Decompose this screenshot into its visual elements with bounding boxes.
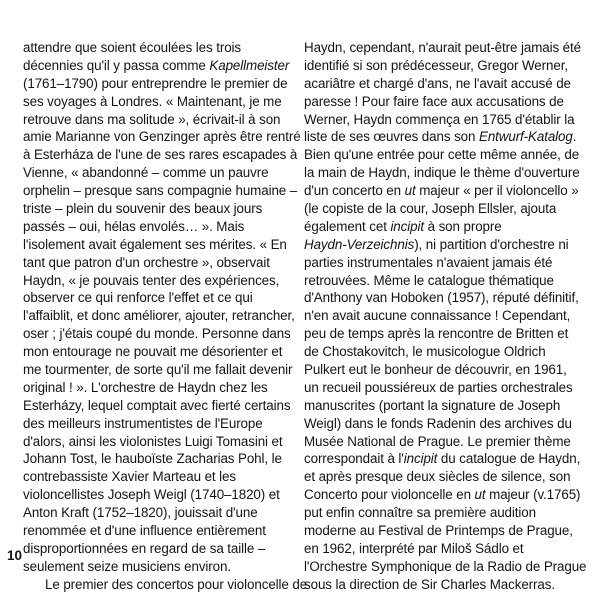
italic-term: Entwurf-Katalog — [478, 129, 573, 145]
text-line — [23, 39, 295, 57]
text-run: violoncellistes Joseph Weigl (1740–1820) et — [23, 487, 280, 503]
text-run: oser ; j'étais coupé du monde. Personne dans — [23, 326, 291, 342]
text-line — [304, 450, 581, 468]
text-line — [304, 361, 578, 379]
text-run: n'en avait aucune connaissance ! Cependant, — [304, 308, 571, 324]
text-run: Pulkert eut le bonheur de découvrir, en 1961, — [304, 362, 567, 378]
text-line — [23, 450, 295, 468]
text-run: à Esterháza de l'une de ses rares escapades à — [23, 147, 298, 163]
text-line — [304, 111, 578, 129]
text-run: disproportionnées en regard de sa taille – — [23, 540, 266, 556]
text-line — [23, 343, 295, 361]
text-run: majeur (v.1765) — [485, 487, 581, 503]
text-run: me tourmenter, de sorte qu'il me fallait devenir — [23, 362, 293, 378]
text-line — [23, 307, 295, 325]
text-run: retrouve dans ma solitude », écrivait-il à son — [23, 111, 281, 127]
text-line — [23, 433, 295, 451]
text-line — [304, 218, 578, 236]
text-run: Haydn, cependant, n'aurait peut-être jamais été — [304, 40, 582, 55]
text-line — [23, 218, 295, 236]
text-line — [23, 93, 295, 111]
text-line — [304, 558, 587, 576]
text-line — [23, 128, 301, 146]
text-run: ), ni partition d'orchestre ni — [414, 236, 569, 252]
text-run: triste – plein du souvenir des beaux jours — [23, 201, 263, 217]
text-run: également cet — [304, 218, 391, 234]
text-line — [23, 504, 295, 522]
text-line — [23, 57, 295, 75]
text-line — [304, 415, 578, 433]
text-run: put enfin connaître sa première audition — [304, 505, 536, 521]
text-line — [304, 576, 578, 594]
text-line — [304, 307, 578, 325]
text-run: en 1962, interprété par Miloš Sádlo et — [304, 540, 524, 556]
italic-term: incipit — [403, 451, 438, 467]
text-run: parties instrumentales n'avaient jamais été — [304, 254, 553, 270]
text-run: Weigl) dans le fonds Radenin des archives du — [304, 415, 572, 431]
text-run: sous la direction de Sir Charles Mackerras. — [304, 576, 555, 592]
text-run: et après presque deux siècles de silence, son — [304, 469, 571, 485]
text-line — [304, 468, 578, 486]
right-column — [304, 39, 587, 594]
text-line — [304, 343, 578, 361]
text-line — [23, 540, 295, 558]
text-line — [23, 289, 295, 307]
text-line — [23, 146, 298, 164]
text-run: amie Marianne von Genzinger après être rentré — [23, 129, 301, 145]
text-line — [304, 325, 578, 343]
text-line — [304, 128, 578, 146]
text-run: . — [572, 129, 577, 145]
text-line — [23, 486, 295, 504]
text-run: des meilleurs instrumentistes de l'Europe — [23, 415, 263, 431]
text-run: l'isolement avait également ses mérites. « En — [23, 236, 287, 252]
text-run: Johann Tost, le hauboïste Zacharias Pohl, le — [23, 451, 282, 467]
text-run: Anton Kraft (1752–1820), jouissait d'une — [23, 505, 258, 521]
text-line — [304, 433, 578, 451]
text-line — [304, 397, 578, 415]
text-run: identifié si son prédécesseur, Gregor Werner, — [304, 57, 568, 73]
text-run: original ! ». L'orchestre de Haydn chez les — [23, 379, 268, 395]
text-line — [23, 254, 295, 272]
text-line — [23, 397, 295, 415]
text-run: renommée et d'une influence entièrement — [23, 523, 266, 539]
italic-term: incipit — [390, 218, 424, 234]
text-line — [23, 361, 295, 379]
text-line — [304, 272, 578, 290]
text-run: (le copiste de la cour, Joseph Ellsler, ajouta — [304, 201, 557, 217]
text-line — [23, 182, 298, 200]
text-line — [23, 415, 295, 433]
text-line — [304, 379, 578, 397]
text-line — [23, 468, 295, 486]
text-line — [304, 200, 578, 218]
text-run: l'affaiblit, et donc améliorer, ajouter, retrancher, — [23, 308, 295, 324]
text-run: Bien qu'une entrée pour cette même année, de — [304, 147, 580, 163]
text-line — [23, 75, 295, 93]
text-run: mon entourage ne pouvait me désorienter et — [23, 344, 283, 360]
text-line — [23, 272, 295, 290]
text-run: d'alors, ainsi les violonistes Luigi Tomasini et — [23, 433, 283, 449]
text-line — [304, 504, 578, 522]
text-run: Esterházy, lequel comptait avec fierté certains — [23, 397, 291, 413]
text-line — [23, 164, 295, 182]
text-run: majeur « per il violoncello » — [415, 183, 579, 199]
text-line — [304, 39, 582, 57]
text-line — [23, 522, 295, 540]
page-number: 10 — [7, 548, 23, 563]
text-run: orphelin – presque sans compagnie humaine – — [23, 183, 298, 199]
text-line — [304, 289, 578, 307]
text-run: de Chostakovitch, le musicologue Oldrich — [304, 344, 546, 360]
text-run: Musée National de Prague. Le premier thème — [304, 433, 571, 449]
text-line — [304, 522, 578, 540]
text-run: manuscrites (portant la signature de Joseph — [304, 397, 561, 413]
text-run: liste de ses œuvres dans son — [304, 129, 479, 145]
italic-term: ut — [474, 487, 486, 503]
text-run: correspondait à l' — [304, 451, 404, 467]
text-run: ses voyages à Londres. « Maintenant, je me — [23, 93, 282, 109]
text-run: Vienne, « abandonné – comme un pauvre — [23, 165, 269, 181]
left-column — [23, 39, 308, 594]
text-run: d'Anthony van Hoboken (1957), réputé définitif, — [304, 290, 579, 306]
text-run: la main de Haydn, indique le thème d'ouverture — [304, 165, 580, 181]
text-line — [304, 93, 578, 111]
text-run: un recueil poussiéreux de parties orchestrales — [304, 379, 573, 395]
text-run: Le premier des concertos pour violoncelle de — [45, 576, 308, 592]
text-line — [304, 486, 581, 504]
text-line — [23, 576, 308, 594]
text-line — [304, 182, 578, 200]
text-run: retrouvées. Même le catalogue thématique — [304, 272, 554, 288]
text-run: Concerto pour violoncelle en — [304, 487, 475, 503]
text-line — [304, 57, 578, 75]
text-run: à son propre — [423, 218, 502, 234]
text-line — [304, 236, 578, 254]
text-run: acariâtre et chargé d'ans, ne l'avait accusé de — [304, 75, 571, 91]
text-run: paresse ! Pour faire face aux accusations de — [304, 93, 564, 109]
text-line — [304, 75, 578, 93]
italic-term: ut — [404, 183, 416, 199]
text-run: décennies qu'il y passa comme — [23, 57, 210, 73]
text-run: du catalogue de Haydn, — [437, 451, 581, 467]
text-run: moderne au Festival de Printemps de Prague, — [304, 523, 573, 539]
text-run: (1761–1790) pour entreprendre le premier de — [23, 75, 288, 91]
text-line — [23, 325, 295, 343]
text-run: Werner, Haydn commença en 1765 d'établir la — [304, 111, 575, 127]
italic-term: Kapellmeister — [209, 57, 290, 73]
text-line — [23, 111, 295, 129]
italic-term: Haydn-Verzeichnis — [304, 236, 415, 252]
text-line — [23, 200, 295, 218]
text-run: seulement seize musiciens environ. — [23, 558, 231, 574]
text-run: peu de temps après la rencontre de Britten et — [304, 326, 569, 342]
text-line — [304, 164, 578, 182]
text-line — [304, 540, 578, 558]
text-line — [304, 146, 578, 164]
text-line — [23, 558, 295, 576]
text-run: attendre que soient écoulées les trois — [23, 40, 242, 55]
text-run: observer ce qui renforce l'effet et ce qui — [23, 290, 253, 306]
text-line — [304, 254, 578, 272]
text-run: contrebassiste Xavier Marteau et les — [23, 469, 236, 485]
text-run: d'un concerto en — [304, 183, 405, 199]
text-run: tant que patron d'un orchestre », observait — [23, 254, 270, 270]
text-run: Haydn, « je pouvais tenter des expériences, — [23, 272, 280, 288]
text-line — [23, 379, 295, 397]
text-run: passés – oui, hélas envolés… ». Mais — [23, 218, 245, 234]
text-line — [23, 236, 295, 254]
text-run: l'Orchestre Symphonique de la Radio de Prague — [304, 558, 587, 574]
